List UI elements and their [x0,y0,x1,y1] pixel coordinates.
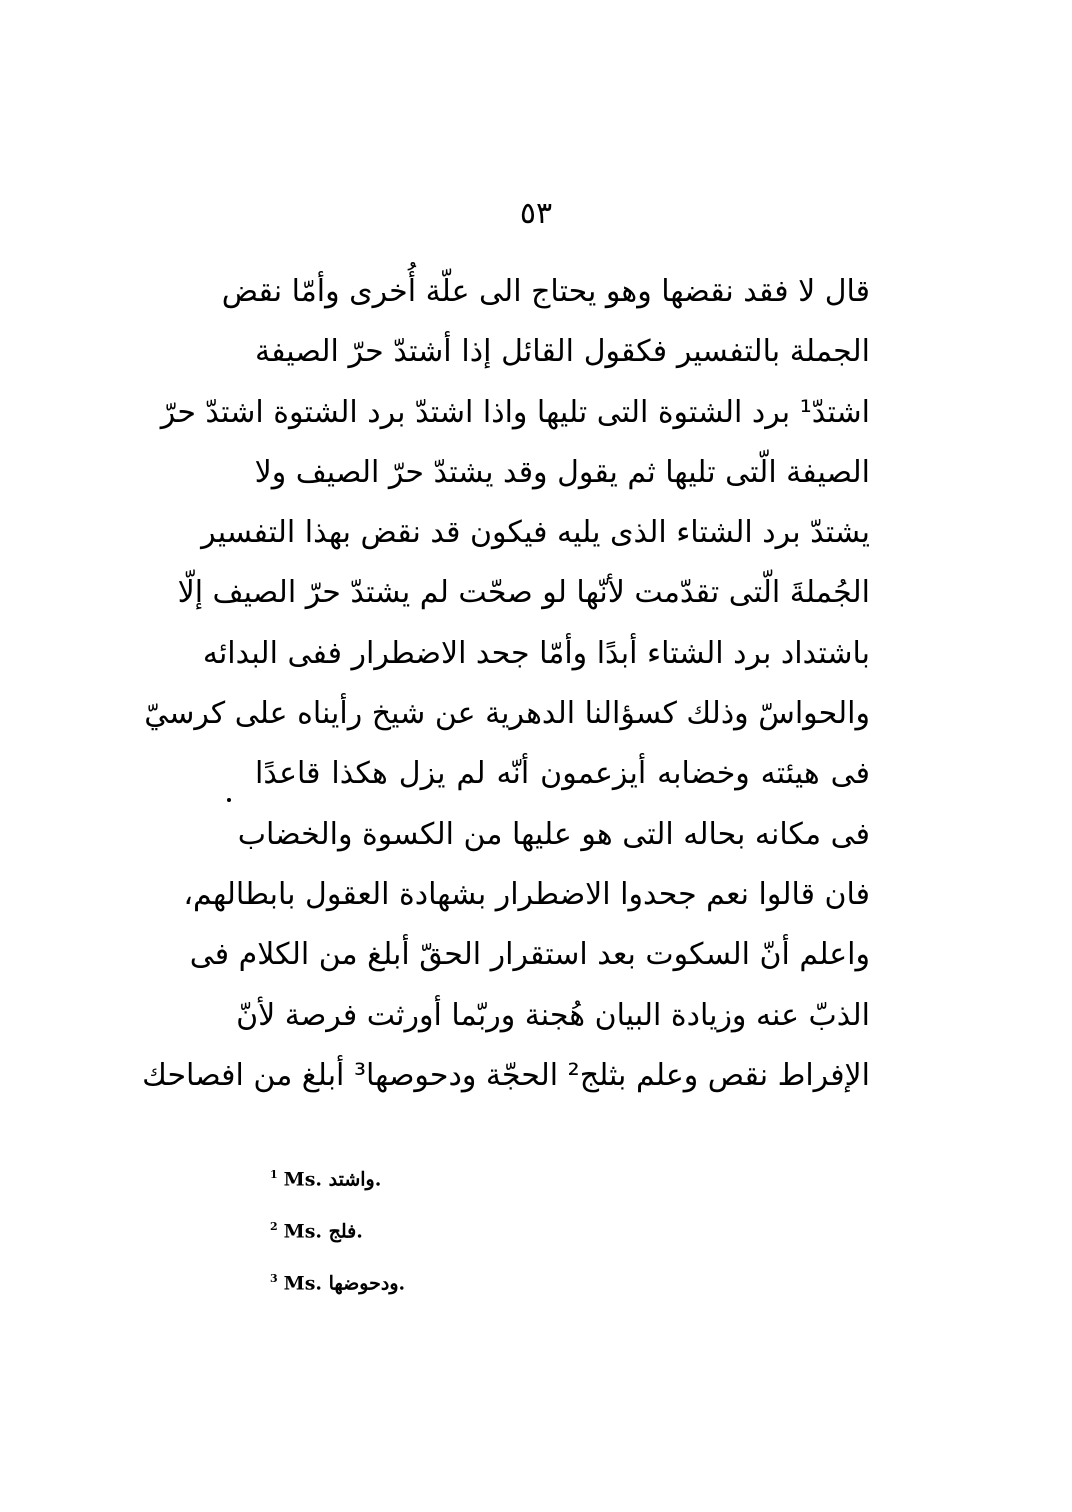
footnote-text: Ms. ودحوضها. [283,1272,406,1295]
text-line: باشتداد برد الشتاء أبدًا وأمّا جحد الاضطرار ففى البدائه [202,635,870,671]
footnotes [270,1160,670,1316]
text-line: الجملة بالتفسير فكقول القائل إذا أشتدّ حرّ الصيفة [255,334,870,370]
footnote [270,1212,670,1264]
text-line: الإفراط نقص وعلم بثلج² الحجّة ودحوصها³ أبلغ من افصاحك [142,1057,870,1093]
text-line: الجُملةَ الّتى تقدّمت لأنّها لو صحّت لم يشتدّ حرّ الصيف إلّا [177,575,870,611]
text-line: فى مكانه بحاله التى هو عليها من الكسوة والخضاب [237,816,870,852]
text-line: الصيفة الّتى تليها ثم يقول وقد يشتدّ حرّ الصيف ولا [254,454,870,490]
page-number: ٥٣ [519,196,553,231]
text-line: والحواسّ وذلك كسؤالنا الدهرية عن شيخ رأيناه على كرسيّ [144,696,870,732]
text-line: اشتدّ¹ برد الشتوة التى تليها واذا اشتدّ برد الشتوة اشتدّ حرّ [160,394,870,430]
footnote-mark: 3 [270,1272,278,1285]
text-line: فى هيئته وخضابه أيزعمون أنّه لم يزل هكذا قاعدًا [255,756,870,792]
footnote [270,1264,670,1316]
footnote-text: Ms. واشتد. [283,1168,382,1191]
footnote-text: Ms. فلج. [283,1220,363,1243]
text-line: يشتدّ برد الشتاء الذى يليه فيكون قد نقض بهذا التفسير [201,515,870,551]
text-line: قال لا فقد نقضها وهو يحتاج الى علّة أُخرى وأمّا نقض [221,274,870,309]
footnote-mark: 2 [270,1220,278,1233]
body-text [142,262,870,1106]
text-line: فان قالوا نعم جحدوا الاضطرار بشهادة العقول بابطالهم، [183,876,870,912]
text-line: الذبّ عنه وزيادة البيان هُجنة وربّما أورثت فرصة لأنّ [236,997,870,1033]
stray-dot-mark [227,798,231,802]
footnote-mark: 1 [270,1168,278,1181]
text-line: واعلم أنّ السكوت بعد استقرار الحقّ أبلغ من الكلام فى [189,937,870,973]
footnote [270,1160,670,1212]
